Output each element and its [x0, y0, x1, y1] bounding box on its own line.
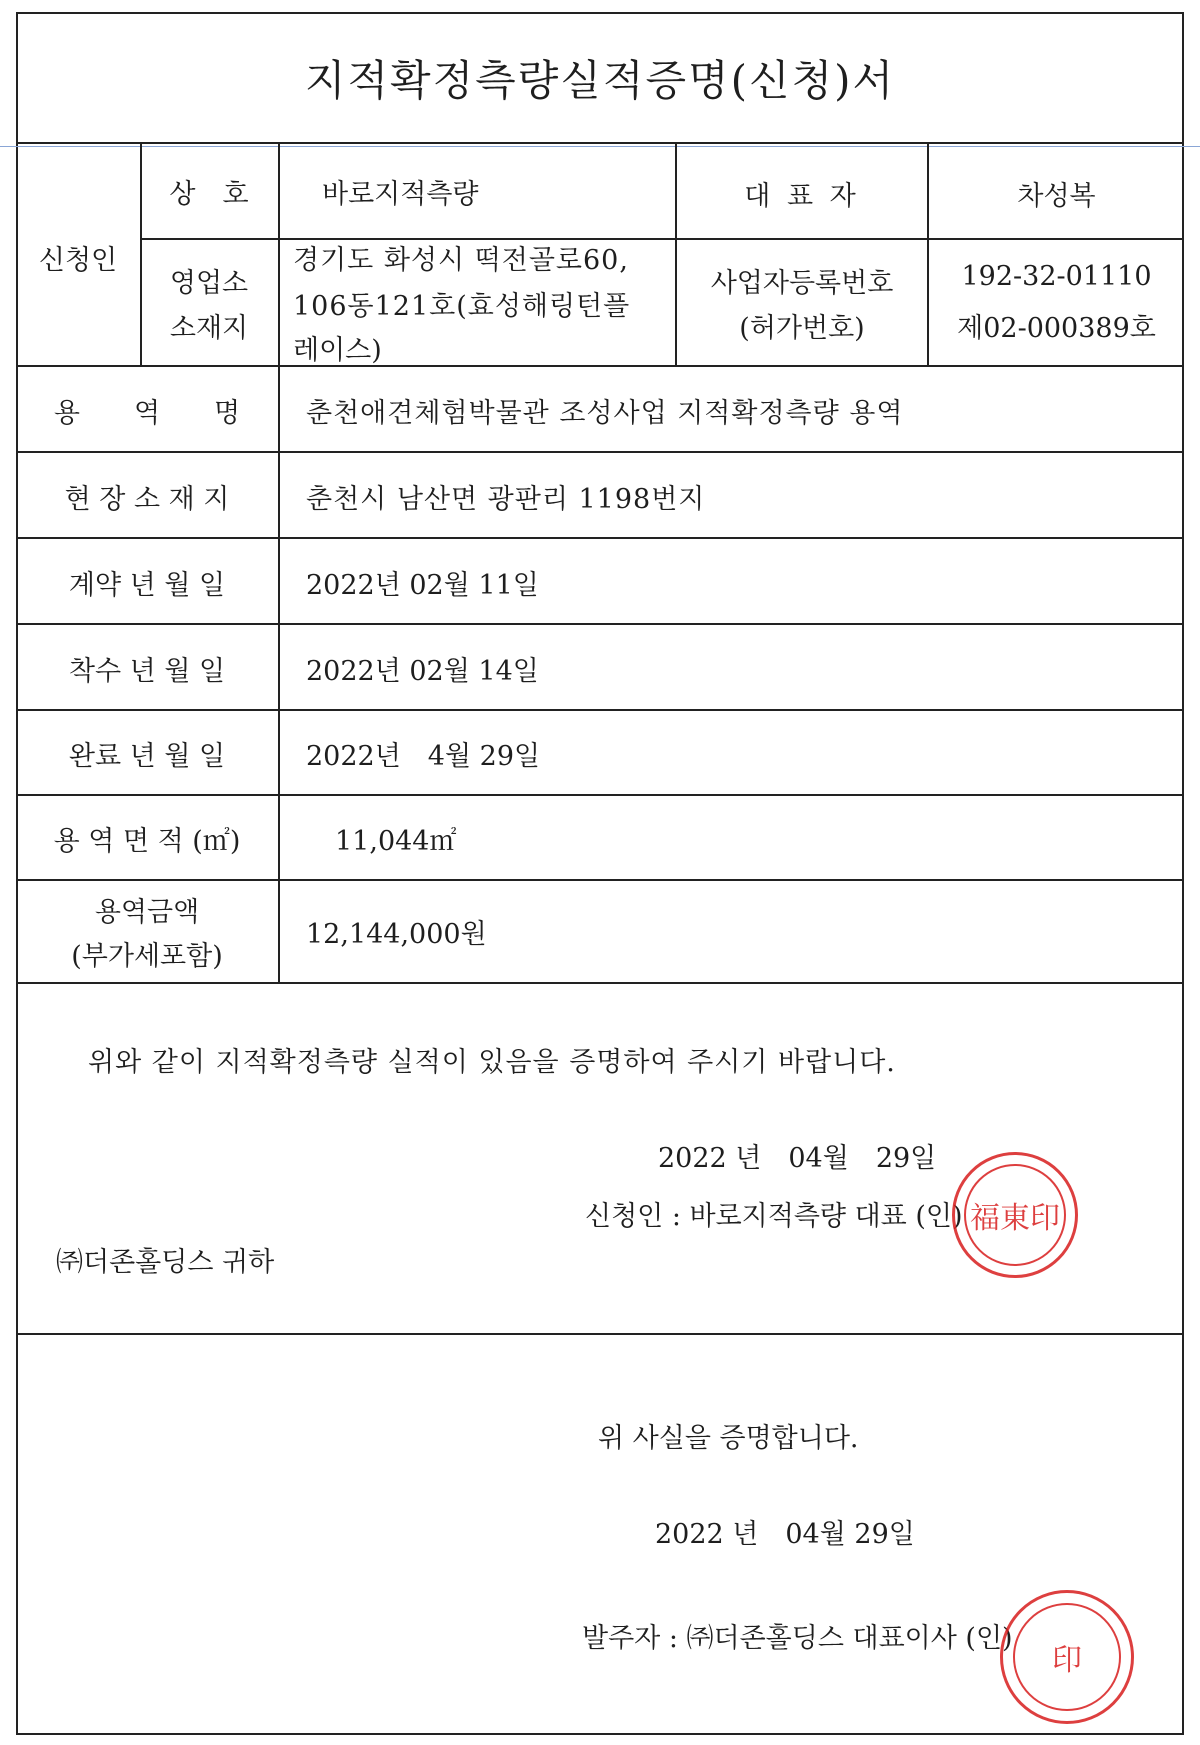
representative-value: 차성복 — [1017, 181, 1096, 212]
issuer-seal-stamp — [1000, 1590, 1134, 1724]
applicant-signature-line: 신청인 : 바로지적측량 대표 (인) — [585, 1201, 963, 1232]
service-area-label: 용 역 면 적 (㎡) — [53, 826, 241, 857]
address-line-1: 경기도 화성시 떡전골로60, — [293, 245, 629, 276]
col-label — [278, 142, 280, 982]
rule-6 — [16, 794, 1184, 796]
service-amount-value: 12,144,000원 — [306, 919, 487, 950]
registration-label-2: (허가번호) — [739, 313, 865, 344]
start-date-label: 착수 년 월 일 — [68, 656, 226, 687]
rule-5 — [16, 709, 1184, 711]
business-name-label: 상 호 — [169, 179, 249, 210]
office-location-label-1: 영업소 — [169, 268, 249, 299]
business-name-value: 바로지적측량 — [322, 179, 479, 210]
site-location-label: 현 장 소 재 지 — [64, 484, 230, 515]
service-name-label: 용 역 명 — [53, 398, 241, 429]
start-date-value: 2022년 02월 14일 — [306, 656, 539, 687]
contract-date-label: 계약 년 월 일 — [68, 570, 226, 601]
issuer-seal-text: 印 — [1013, 1603, 1122, 1712]
registration-number: 192-32-01110 — [961, 261, 1152, 292]
request-date: 2022 년 04월 29일 — [658, 1143, 937, 1174]
rule-top — [16, 142, 1184, 144]
address-line-2: 106동121호(효성해링턴플 — [293, 291, 631, 322]
certify-statement: 위 사실을 증명합니다. — [598, 1423, 859, 1454]
completion-date-label: 완료 년 월 일 — [68, 741, 226, 772]
license-number: 제02-000389호 — [957, 313, 1156, 344]
site-location-value: 춘천시 남산면 광판리 1198번지 — [306, 484, 706, 515]
applicant-seal-text: 福東印 — [964, 1164, 1066, 1266]
rule-1 — [16, 365, 1184, 367]
applicant-section-label: 신청인 — [38, 245, 118, 276]
service-amount-label-1: 용역금액 — [94, 897, 200, 928]
registration-label-1: 사업자등록번호 — [710, 268, 894, 299]
applicant-seal-stamp — [952, 1152, 1078, 1278]
certify-date: 2022 년 04월 29일 — [655, 1519, 915, 1550]
rule-8 — [16, 982, 1184, 984]
scan-guide-line — [0, 146, 1200, 147]
representative-label: 대 표 자 — [744, 181, 860, 212]
service-area-value: 11,044㎡ — [335, 826, 457, 857]
completion-date-value: 2022년 4월 29일 — [306, 741, 541, 772]
recipient-line: ㈜더존홀딩스 귀하 — [56, 1247, 275, 1278]
request-statement: 위와 같이 지적확정측량 실적이 있음을 증명하여 주시기 바랍니다. — [88, 1047, 896, 1078]
document-title: 지적확정측량실적증명(신청)서 — [304, 56, 896, 105]
service-name-value: 춘천애견체험박물관 조성사업 지적확정측량 용역 — [306, 398, 904, 429]
issuer-signature-line: 발주자 : ㈜더존홀딩스 대표이사 (인) — [582, 1623, 1013, 1654]
address-line-3: 레이스) — [293, 335, 382, 366]
contract-date-value: 2022년 02월 11일 — [306, 570, 539, 601]
service-amount-label-2: (부가세포함) — [71, 941, 223, 972]
rule-2 — [16, 451, 1184, 453]
rule-3 — [16, 537, 1184, 539]
rule-7 — [16, 879, 1184, 881]
rule-9 — [16, 1333, 1184, 1335]
office-location-label-2: 소재지 — [169, 313, 249, 344]
rule-4 — [16, 623, 1184, 625]
